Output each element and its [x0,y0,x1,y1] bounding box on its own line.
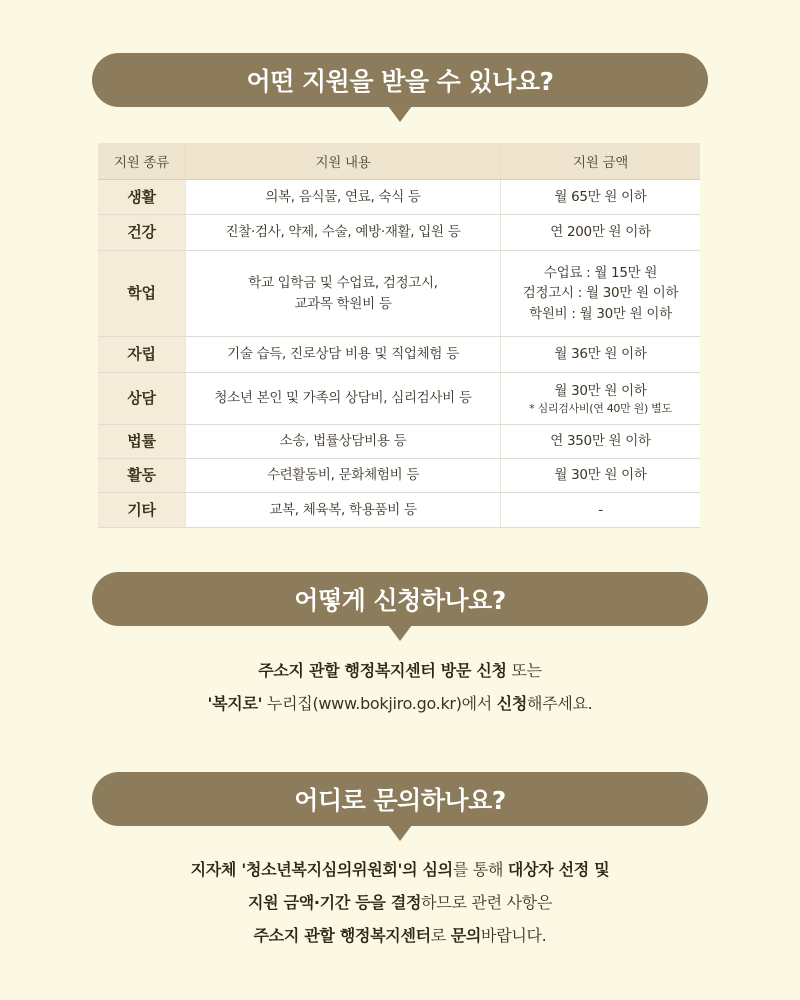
application-info [0,654,800,720]
selection-text: 대상자 선정 및 [507,860,610,879]
section1-banner [92,53,708,107]
row-content: 교복, 체육복, 학용품비 등 [186,493,501,528]
header-category: 지원 종류 [98,143,186,180]
header-content: 지원 내용 [186,143,501,180]
row-category: 상담 [98,373,186,425]
row-content-line: 교과목 학원비 등 [294,295,392,312]
table-row [98,251,700,337]
inquiry-word: 문의 [450,926,482,945]
row-category: 법률 [98,425,186,459]
table-row [98,337,700,373]
application-office-text: 주소지 관할 행정복지센터 방문 신청 [258,661,507,680]
row-content: 기술 습득, 진로상담 비용 및 직업체험 등 [186,337,501,373]
row-amount [501,251,701,337]
row-content-line: 학교 입학금 및 수업료, 검정고시, [248,275,438,292]
row-category: 자립 [98,337,186,373]
application-or-text: 또는 [506,661,542,680]
table-row [98,180,700,215]
row-amount [501,373,701,425]
section3-banner [92,772,708,826]
apply-word: 신청 [496,694,528,713]
row-content: 소송, 법률상담비용 등 [186,425,501,459]
row-amount-line: 수업료 : 월 15만 원 [543,265,658,282]
row-amount: 연 350만 원 이하 [501,425,701,459]
row-content: 진찰·검사, 약제, 수술, 예방·재활, 입원 등 [186,215,501,251]
row-content: 수련활동비, 문화체험비 등 [186,459,501,493]
decision-text: 지원 금액·기간 등을 결정 [248,893,422,912]
section3-title: 어디로 문의하나요? [92,772,708,826]
row-amount-note: * 심리검사비(연 40만 원) 별도 [529,401,672,415]
table-row [98,425,700,459]
inquiry-line-1 [0,853,800,886]
table-header-row [98,143,700,180]
table-row [98,215,700,251]
row-content [186,251,501,337]
application-line-2 [0,687,800,720]
row-amount: 연 200만 원 이하 [501,215,701,251]
row-content: 청소년 본인 및 가족의 상담비, 심리검사비 등 [186,373,501,425]
row-amount-line: 검정고시 : 월 30만 원 이하 [522,285,679,302]
row-amount: - [501,493,701,528]
inquiry-through-text: 를 통해 [452,860,508,879]
bokjiro-url-text: 누리집(www.bokjiro.go.kr)에서 [262,694,497,713]
banner-pointer [388,106,412,122]
banner-pointer [388,625,412,641]
inquiry-info [0,853,800,952]
inquiry-line-3 [0,919,800,952]
bokjiro-name: '복지로' [207,694,263,713]
row-amount-line: 월 30만 원 이하 [554,382,647,399]
committee-review-text: 지자체 '청소년복지심의위원회'의 심의 [190,860,453,879]
inquiry-to-text: 로 [430,926,451,945]
section1-title: 어떤 지원을 받을 수 있나요? [92,53,708,107]
table-row [98,493,700,528]
row-amount: 월 30만 원 이하 [501,459,701,493]
inquiry-office-text: 주소지 관할 행정복지센터 [253,926,431,945]
application-line-1 [0,654,800,687]
header-amount: 지원 금액 [501,143,701,180]
support-table [98,143,700,528]
inquiry-related-text: 하므로 관련 사항은 [421,893,552,912]
row-amount: 월 36만 원 이하 [501,337,701,373]
section2-banner [92,572,708,626]
section2-title: 어떻게 신청하나요? [92,572,708,626]
inquiry-suffix: 바랍니다. [481,926,547,945]
row-content: 의복, 음식물, 연료, 숙식 등 [186,180,501,215]
table-row [98,373,700,425]
row-amount: 월 65만 원 이하 [501,180,701,215]
row-category: 건강 [98,215,186,251]
row-category: 기타 [98,493,186,528]
row-category: 학업 [98,251,186,337]
apply-suffix: 해주세요. [527,694,593,713]
row-category: 생활 [98,180,186,215]
inquiry-line-2 [0,886,800,919]
row-amount-line: 학원비 : 월 30만 원 이하 [529,305,672,322]
row-category: 활동 [98,459,186,493]
table-row [98,459,700,493]
banner-pointer [388,825,412,841]
